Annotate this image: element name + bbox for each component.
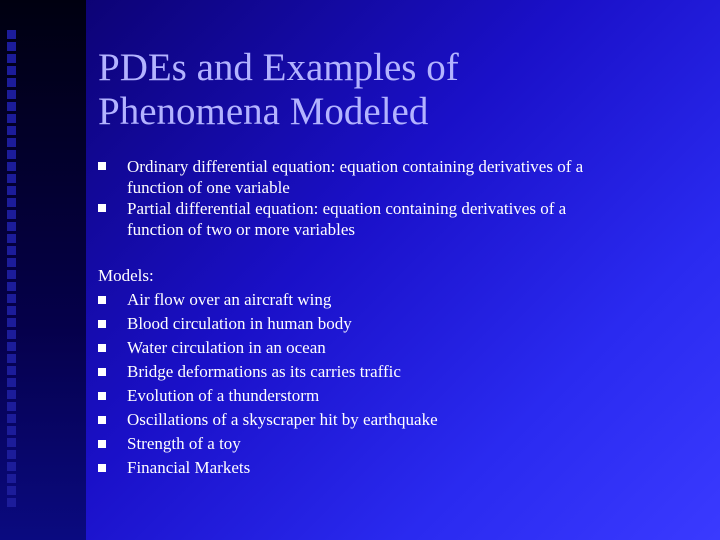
decorative-square — [7, 450, 16, 459]
decorative-square — [7, 234, 16, 243]
left-decorative-strip — [0, 0, 86, 540]
decorative-square — [7, 366, 16, 375]
decorative-square — [7, 198, 16, 207]
model-item: Financial Markets — [127, 458, 251, 477]
decorative-square — [7, 378, 16, 387]
list-item — [98, 198, 698, 240]
decorative-square — [7, 486, 16, 495]
list-item — [98, 156, 698, 198]
decorative-square — [7, 90, 16, 99]
list-item — [98, 432, 698, 456]
definitions-list — [98, 156, 698, 240]
models-label: Models: — [98, 266, 154, 285]
model-item: Water circulation in an ocean — [127, 338, 326, 357]
list-item — [98, 288, 698, 312]
decorative-square — [7, 150, 16, 159]
definition-2-line-1: Partial differential equation: equation containing derivatives of a — [127, 199, 567, 218]
model-item: Evolution of a thunderstorm — [127, 386, 320, 405]
title-line-2: Phenomena Modeled — [98, 90, 429, 133]
square-bullet-icon — [98, 162, 106, 170]
model-item: Air flow over an aircraft wing — [127, 290, 332, 309]
decorative-square — [7, 78, 16, 87]
model-item: Bridge deformations as its carries traffic — [127, 362, 401, 381]
decorative-squares — [4, 30, 20, 510]
decorative-square — [7, 162, 16, 171]
decorative-square — [7, 246, 16, 255]
models-section — [98, 264, 698, 480]
square-bullet-icon — [98, 464, 106, 472]
decorative-square — [7, 66, 16, 75]
definition-text — [127, 156, 698, 198]
decorative-square — [7, 498, 16, 507]
decorative-square — [7, 30, 16, 39]
definition-text — [127, 198, 698, 240]
square-bullet-icon — [98, 440, 106, 448]
decorative-square — [7, 54, 16, 63]
square-bullet-icon — [98, 296, 106, 304]
square-bullet-icon — [98, 416, 106, 424]
decorative-square — [7, 126, 16, 135]
list-item — [98, 384, 698, 408]
decorative-square — [7, 354, 16, 363]
decorative-square — [7, 462, 16, 471]
list-item — [98, 408, 698, 432]
model-item: Blood circulation in human body — [127, 314, 352, 333]
decorative-square — [7, 102, 16, 111]
list-item — [98, 336, 698, 360]
decorative-square — [7, 210, 16, 219]
decorative-square — [7, 282, 16, 291]
decorative-square — [7, 222, 16, 231]
decorative-square — [7, 342, 16, 351]
decorative-square — [7, 138, 16, 147]
title-line-1: PDEs and Examples of — [98, 46, 459, 89]
list-item — [98, 456, 698, 480]
decorative-square — [7, 390, 16, 399]
decorative-square — [7, 318, 16, 327]
decorative-square — [7, 186, 16, 195]
decorative-square — [7, 438, 16, 447]
square-bullet-icon — [98, 392, 106, 400]
definition-1-line-2: function of one variable — [127, 178, 290, 197]
decorative-square — [7, 402, 16, 411]
square-bullet-icon — [98, 320, 106, 328]
decorative-square — [7, 258, 16, 267]
square-bullet-icon — [98, 368, 106, 376]
decorative-square — [7, 114, 16, 123]
definition-1-line-1: Ordinary differential equation: equation containing derivatives of a — [127, 157, 584, 176]
decorative-square — [7, 42, 16, 51]
slide-title — [98, 46, 698, 134]
list-item — [98, 312, 698, 336]
model-item: Oscillations of a skyscraper hit by earthquake — [127, 410, 438, 429]
square-bullet-icon — [98, 204, 106, 212]
decorative-square — [7, 294, 16, 303]
decorative-square — [7, 270, 16, 279]
decorative-square — [7, 414, 16, 423]
decorative-square — [7, 306, 16, 315]
list-item — [98, 360, 698, 384]
decorative-square — [7, 474, 16, 483]
model-item: Strength of a toy — [127, 434, 241, 453]
square-bullet-icon — [98, 344, 106, 352]
decorative-square — [7, 330, 16, 339]
definition-2-line-2: function of two or more variables — [127, 220, 356, 239]
decorative-square — [7, 426, 16, 435]
decorative-square — [7, 174, 16, 183]
